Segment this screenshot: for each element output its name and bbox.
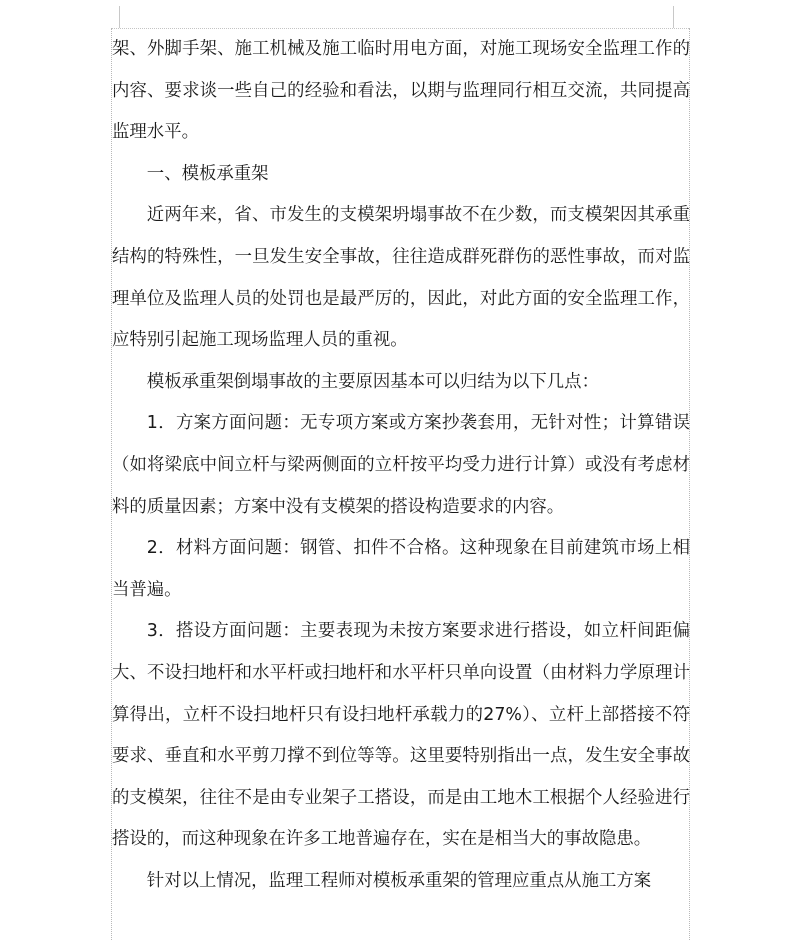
crop-mark-top-right <box>673 6 674 28</box>
list-item-paragraph: 2．材料方面问题：钢管、扣件不合格。这种现象在目前建筑市场上相当普遍。 <box>112 538 690 600</box>
list-item-paragraph: 1．方案方面问题：无专项方案或方案抄袭套用，无针对性；计算错误（如将梁底中间立杆与梁两侧面的立杆按平均受力进行计算）或没有考虑材料的质量因素；方案中没有支模架的搭设构造要求的内容。 <box>112 413 690 517</box>
body-paragraph: 近两年来，省、市发生的支模架坍塌事故不在少数，而支模架因其承重结构的特殊性，一旦发生安全事故，往往造成群死群伤的恶性事故，而对监理单位及监理人员的处罚也是最严厉的，因此，对此方面的安全监理工作，应特别引起施工现场监理人员的重视。 <box>112 205 690 351</box>
document-body[interactable] <box>112 29 690 902</box>
body-paragraph: 针对以上情况，监理工程师对模板承重架的管理应重点从施工方案 <box>146 870 652 891</box>
section-heading: 一、模板承重架 <box>146 163 269 184</box>
body-paragraph: 架、外脚手架、施工机械及施工临时用电方面，对施工现场安全监理工作的内容、要求谈一些自己的经验和看法，以期与监理同行相互交流，共同提高监理水平。 <box>112 39 690 143</box>
crop-mark-top-left <box>119 6 120 28</box>
body-paragraph: 模板承重架倒塌事故的主要原因基本可以归结为以下几点： <box>146 371 599 392</box>
list-item-paragraph: 3．搭设方面问题：主要表现为未按方案要求进行搭设，如立杆间距偏大、不设扫地杆和水平杆或扫地杆和水平杆只单向设置（由材料力学原理计算得出，立杆不设扫地杆只有设扫地杆承载力的27%）、立杆上部搭接不符要求、垂直和水平剪刀撑不到位等等。这里要特别指出一点，发生安全事故的支模架，往往不是由专业架子工搭设，而是由工地木工根据个人经验进行搭设的，而这种现象在许多工地普遍存在，实在是相当大的事故隐患。 <box>112 621 690 850</box>
